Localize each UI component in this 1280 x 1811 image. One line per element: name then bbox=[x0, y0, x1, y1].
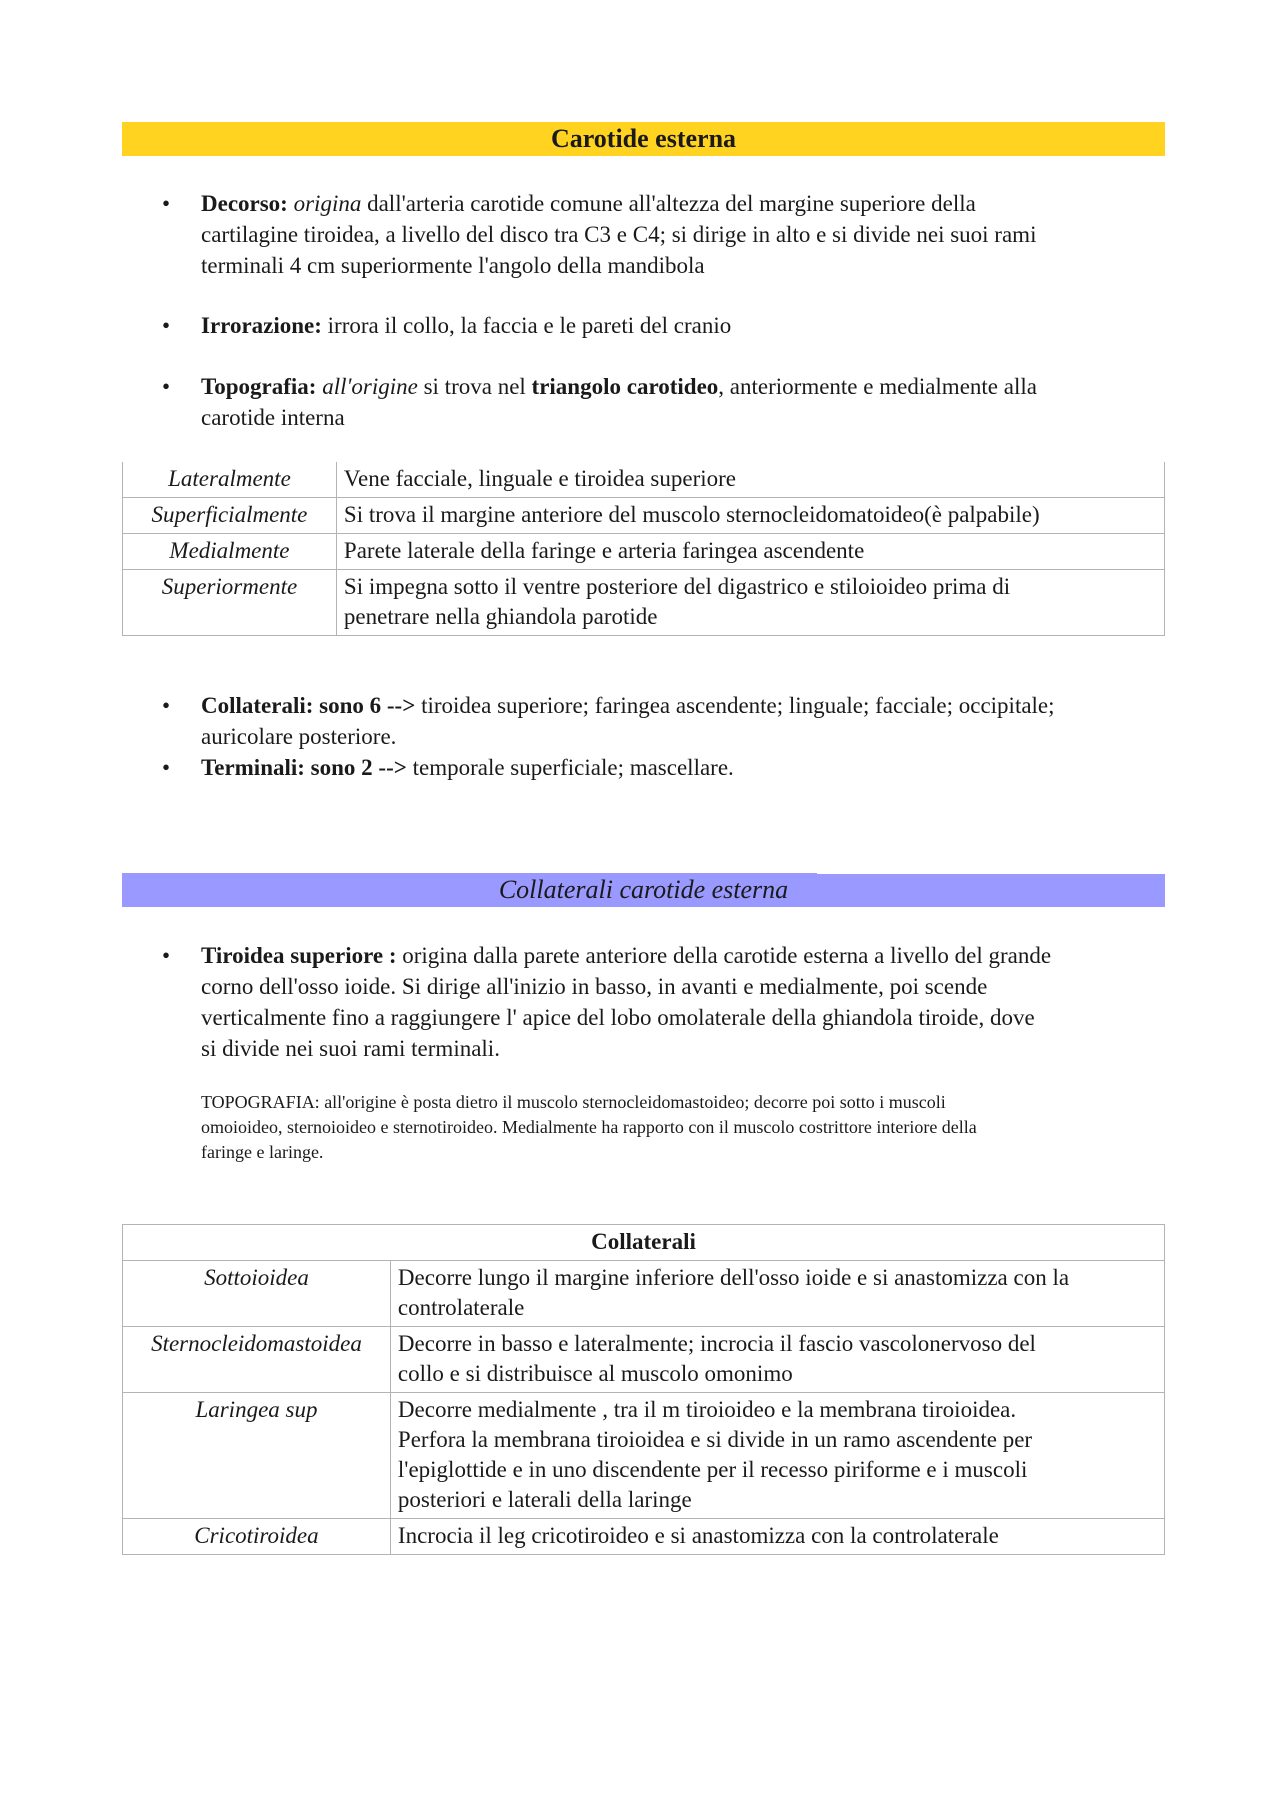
bullet-collaterali: • Collaterali: sono 6 --> tiroidea superiore; faringea ascendente; linguale; facciale; occipitale; auricolare posteriore. bbox=[122, 690, 1165, 752]
row-value: Vene facciale, linguale e tiroidea superiore bbox=[336, 462, 1164, 498]
bullet-list-carotide bbox=[122, 188, 1165, 281]
bullet-icon: • bbox=[162, 755, 171, 780]
collaterali-table bbox=[122, 1224, 1165, 1555]
row-label: Sternocleidomastoidea bbox=[123, 1327, 391, 1393]
heading-top-notch bbox=[817, 873, 1165, 874]
row-label: Cricotiroidea bbox=[123, 1519, 391, 1555]
table-row bbox=[123, 570, 1165, 636]
table-row bbox=[123, 1327, 1165, 1393]
section-title: Carotide esterna bbox=[550, 124, 737, 153]
table-row bbox=[123, 498, 1165, 534]
table-row bbox=[123, 1393, 1165, 1519]
bullet-irrorazione: • Irrorazione: irrora il collo, la faccia e le pareti del cranio bbox=[122, 310, 1165, 341]
row-label: Sottoioidea bbox=[123, 1261, 391, 1327]
table-header-row bbox=[123, 1225, 1165, 1261]
table-row bbox=[123, 1519, 1165, 1555]
row-value: Si impegna sotto il ventre posteriore del digastrico e stiloioideo prima di penetrare nella ghiandola parotide bbox=[336, 570, 1164, 636]
bullet-icon: • bbox=[162, 313, 171, 338]
bullet-list-topografia bbox=[122, 371, 1165, 433]
table-row bbox=[123, 1261, 1165, 1327]
row-value: Decorre lungo il margine inferiore dell'osso ioide e si anastomizza con la controlaterale bbox=[390, 1261, 1164, 1327]
bullet-terminali: • Terminali: sono 2 --> temporale superficiale; mascellare. bbox=[122, 752, 1165, 783]
table-row bbox=[123, 462, 1165, 498]
row-label: Medialmente bbox=[123, 534, 337, 570]
section-title: Collaterali carotide esterna bbox=[498, 875, 789, 904]
section-heading-collaterali bbox=[122, 873, 1165, 907]
row-value: Si trova il margine anteriore del muscolo sternocleidomatoideo(è palpabile) bbox=[336, 498, 1164, 534]
bullet-list-tiroidea bbox=[122, 940, 1165, 1064]
bullet-list-rami bbox=[122, 690, 1165, 783]
bullet-list-irrorazione bbox=[122, 310, 1165, 341]
row-value: Incrocia il leg cricotiroideo e si anastomizza con la controlaterale bbox=[390, 1519, 1164, 1555]
row-label: Lateralmente bbox=[123, 462, 337, 498]
bullet-decorso: • Decorso: origina dall'arteria carotide comune all'altezza del margine superiore della cartilagine tiroidea, a livello del disco tra C3 e C4; si dirige in alto e si divide nei suoi rami terminali 4 cm superiormente l'angolo della mandibola bbox=[122, 188, 1165, 281]
table-header: Collaterali bbox=[123, 1225, 1165, 1261]
bullet-icon: • bbox=[162, 943, 171, 968]
section-heading-carotide-esterna bbox=[122, 122, 1165, 156]
topografia-paragraph: TOPOGRAFIA: all'origine è posta dietro il muscolo sternocleidomastoideo; decorre poi sotto i muscoli omoioideo, sternoioideo e sternotiroideo. Medialmente ha rapporto con il muscolo costrittore interiore della faringe e laringe. bbox=[201, 1092, 977, 1162]
row-value: Decorre in basso e lateralmente; incrocia il fascio vascolonervoso del collo e si distribuisce al muscolo omonimo bbox=[390, 1327, 1164, 1393]
bullet-topografia: • Topografia: all'origine si trova nel triangolo carotideo, anteriormente e medialmente alla carotide interna bbox=[122, 371, 1165, 433]
bullet-icon: • bbox=[162, 191, 171, 216]
bullet-tiroidea-superiore: • Tiroidea superiore : origina dalla parete anteriore della carotide esterna a livello del grande corno dell'osso ioide. Si dirige all'inizio in basso, in avanti e medialmente, poi scende verticalmente fino a raggiungere l' apice del lobo omolaterale della ghiandola tiroide, dove si divide nei suoi rami terminali. bbox=[122, 940, 1165, 1064]
row-label: Laringea sup bbox=[123, 1393, 391, 1519]
row-label: Superiormente bbox=[123, 570, 337, 636]
bullet-icon: • bbox=[162, 693, 171, 718]
row-value: Decorre medialmente , tra il m tiroioideo e la membrana tiroioidea. Perfora la membrana tiroioidea e si divide in un ramo ascendente per l'epiglottide e in uno discendente per il recesso piriforme e i muscoli posteriori e laterali della laringe bbox=[390, 1393, 1164, 1519]
topografia-table bbox=[122, 462, 1165, 636]
row-label: Superficialmente bbox=[123, 498, 337, 534]
row-value: Parete laterale della faringe e arteria faringea ascendente bbox=[336, 534, 1164, 570]
table-row bbox=[123, 534, 1165, 570]
bullet-icon: • bbox=[162, 374, 171, 399]
